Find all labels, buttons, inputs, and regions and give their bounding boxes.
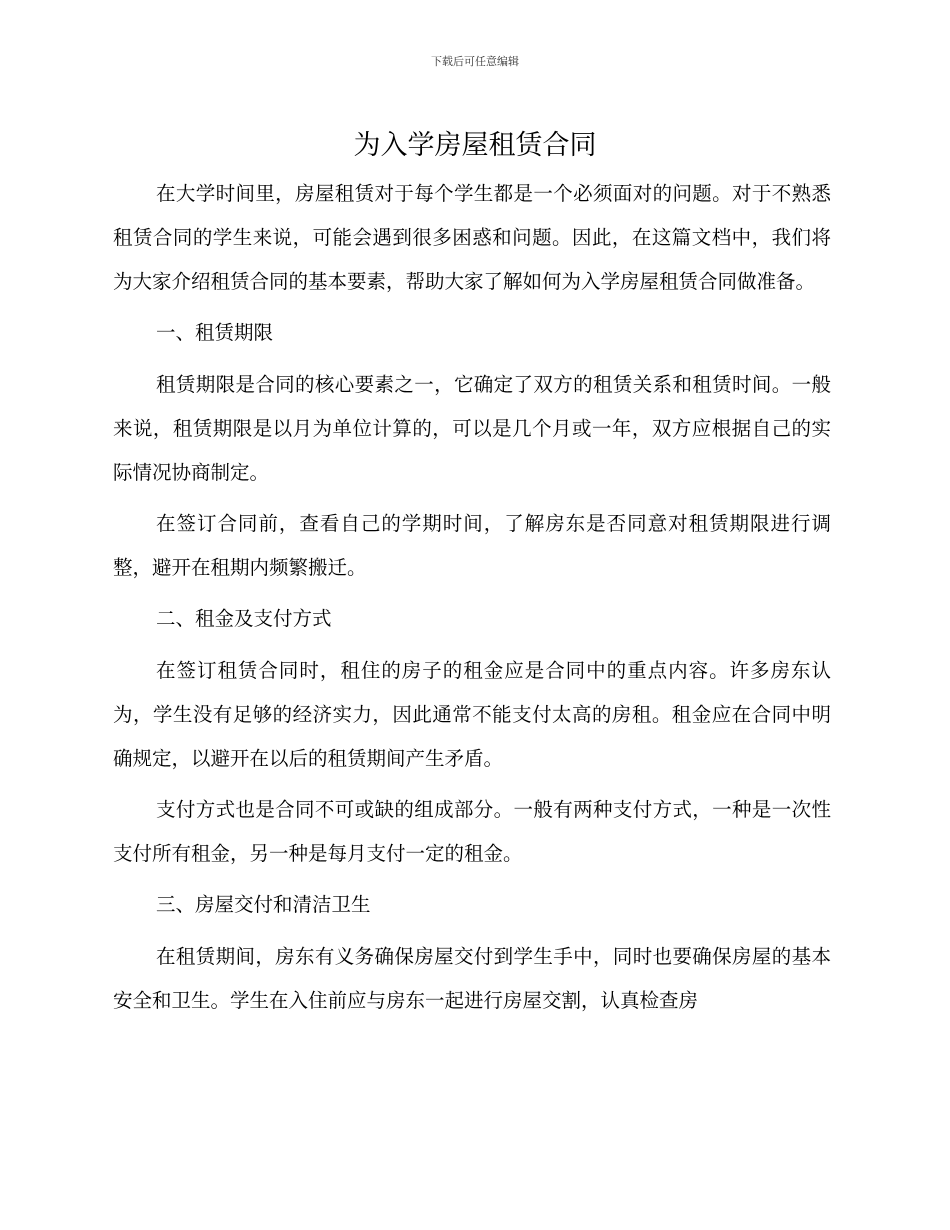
section-heading-rent-payment: 二、租金及支付方式 (156, 607, 332, 630)
section-heading-handover-cleaning: 三、房屋交付和清洁卫生 (156, 893, 371, 916)
document-body (113, 172, 831, 1030)
document-title: 为入学房屋租赁合同 (353, 130, 597, 161)
paragraph-lease-term-2: 在签订合同前，查看自己的学期时间，了解房东是否同意对租赁期限进行调整，避开在租期内频繁搬迁。 (113, 512, 831, 579)
paragraph-rent-2: 支付方式也是合同不可或缺的组成部分。一般有两种支付方式，一种是一次性支付所有租金，另一种是每月支付一定的租金。 (113, 798, 831, 865)
section-heading-lease-term: 一、租赁期限 (156, 321, 274, 344)
page-header-note: 下载后可任意编辑 (431, 55, 519, 68)
paragraph-lease-term-1: 租赁期限是合同的核心要素之一，它确定了双方的租赁关系和租赁时间。一般来说，租赁期限是以月为单位计算的，可以是几个月或一年，双方应根据自己的实际情况协商制定。 (113, 373, 831, 484)
paragraph-intro: 在大学时间里，房屋租赁对于每个学生都是一个必须面对的问题。对于不熟悉租赁合同的学生来说，可能会遇到很多困惑和问题。因此，在这篇文档中，我们将为大家介绍租赁合同的基本要素，帮助大家了解如何为入学房屋租赁合同做准备。 (113, 182, 831, 293)
paragraph-rent-1: 在签订租赁合同时，租住的房子的租金应是合同中的重点内容。许多房东认为，学生没有足够的经济实力，因此通常不能支付太高的房租。租金应在合同中明确规定，以避开在以后的租赁期间产生矛盾。 (113, 659, 831, 770)
paragraph-handover-1: 在租赁期间，房东有义务确保房屋交付到学生手中，同时也要确保房屋的基本安全和卫生。学生在入住前应与房东一起进行房屋交割，认真检查房 (113, 945, 831, 1012)
